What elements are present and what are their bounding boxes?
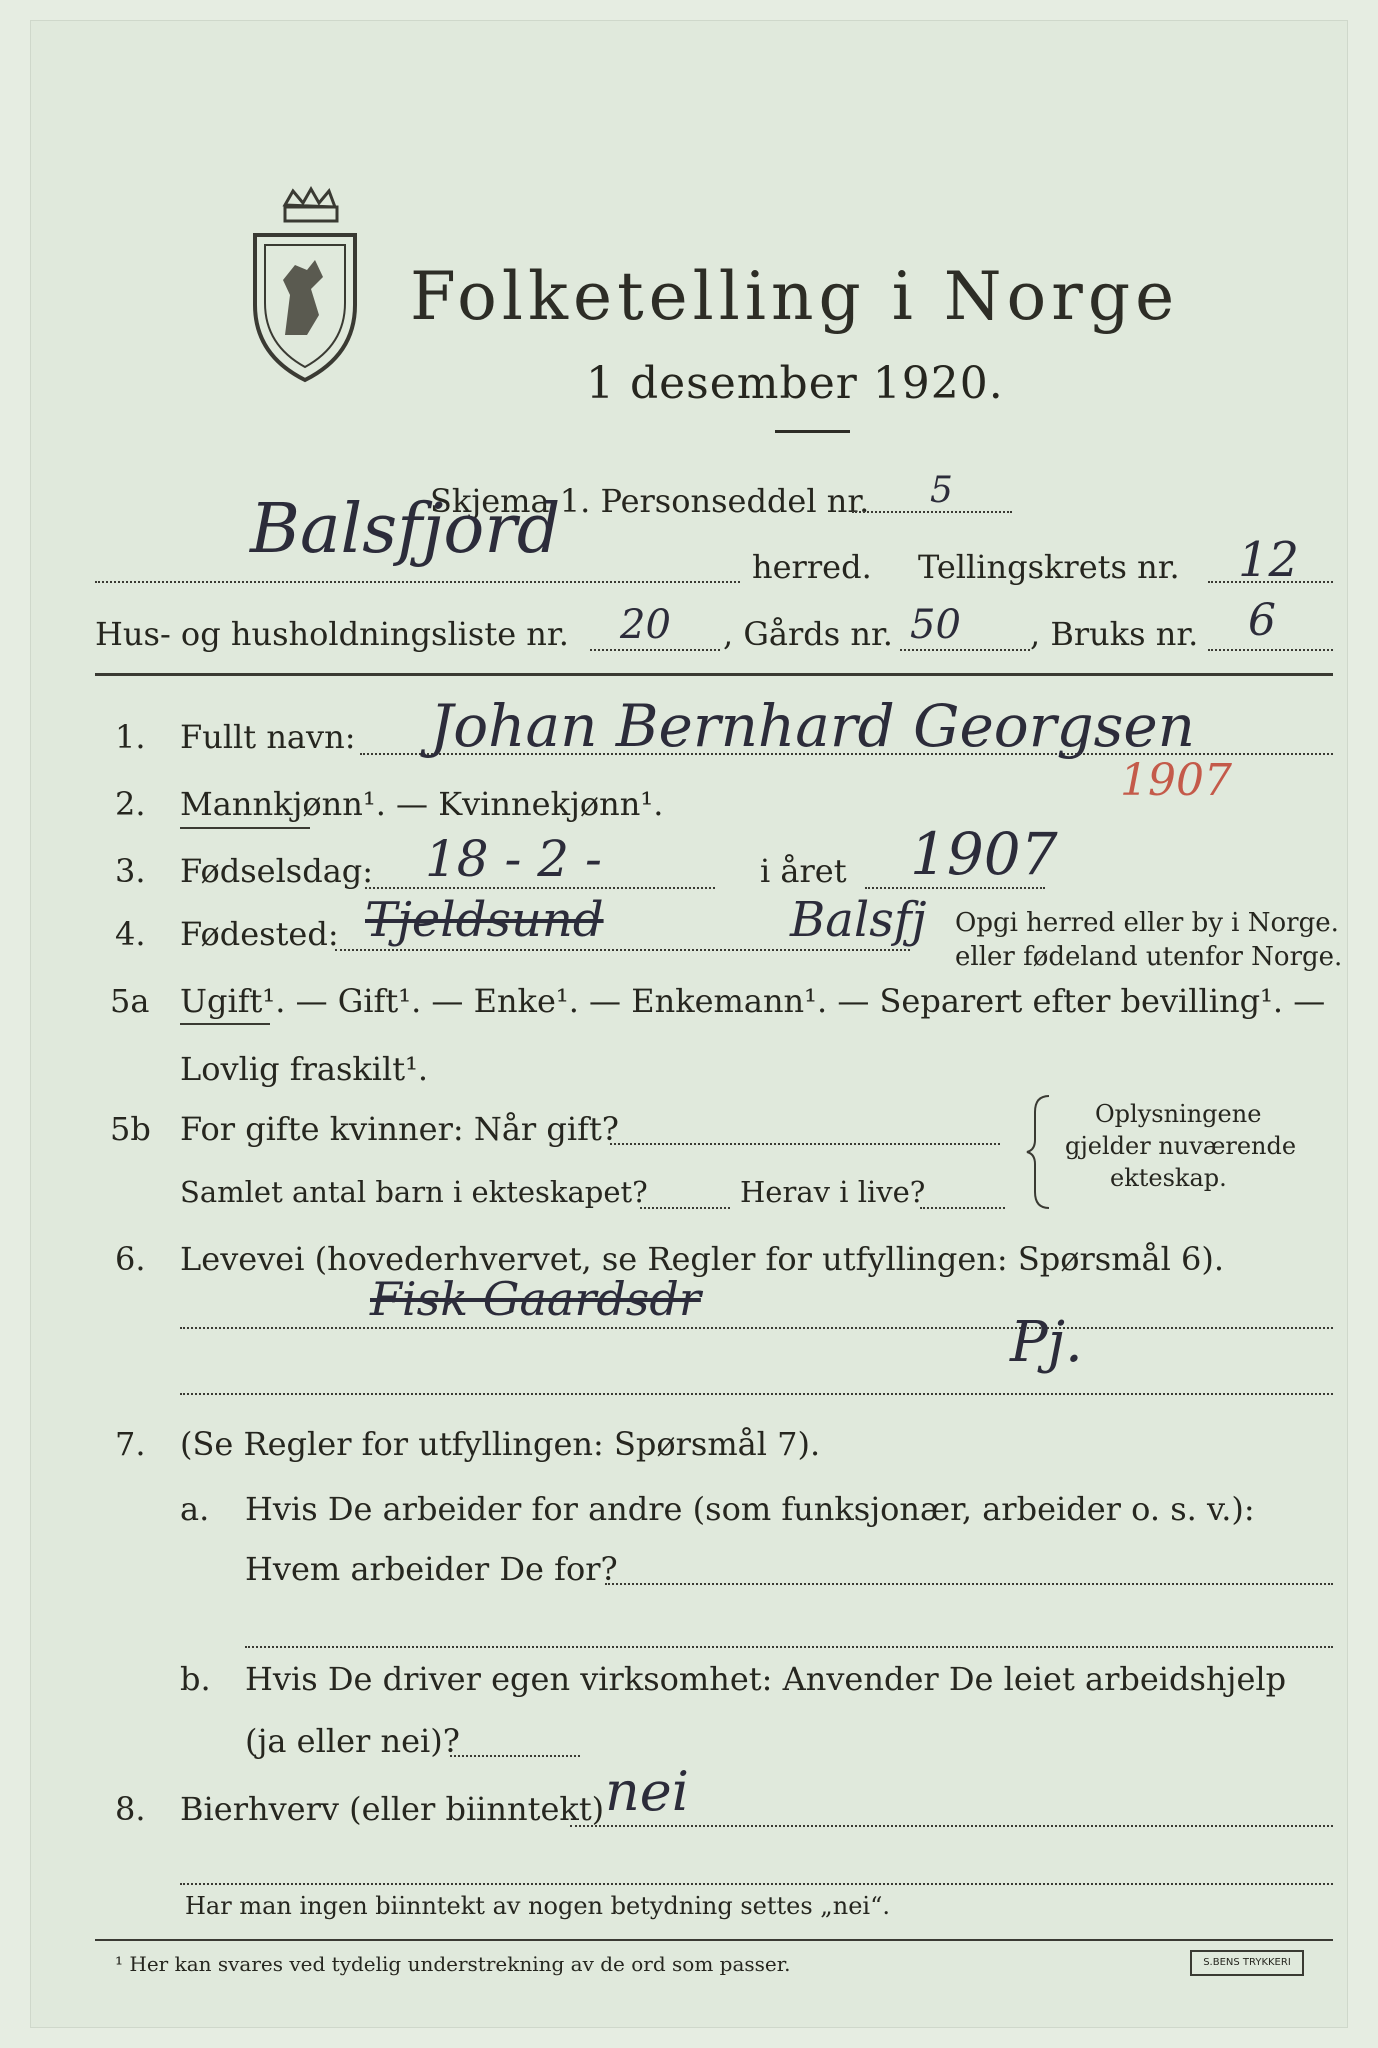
gards-label: , Gårds nr.: [723, 615, 893, 653]
q5a-label: Ugift¹. — Gift¹. — Enke¹. — Enkemann¹. — Separert efter bevilling¹. —: [180, 982, 1326, 1020]
q7b-letter: b.: [180, 1660, 211, 1698]
tellingskrets-number[interactable]: 12: [1238, 532, 1300, 588]
q7-number: 7.: [115, 1425, 146, 1463]
birth-year[interactable]: 1907: [910, 820, 1058, 888]
ugift-underline: [180, 1022, 270, 1025]
q2-label: Mannkjønn¹. — Kvinnekjønn¹.: [180, 785, 664, 823]
tellingskrets-label: Tellingskrets nr.: [918, 548, 1180, 586]
herred-name[interactable]: Balsfjord: [250, 490, 561, 569]
q8-number: 8.: [115, 1790, 146, 1828]
birth-year-correction: 1907: [1120, 755, 1232, 806]
q1-number: 1.: [115, 718, 146, 756]
herred-label: herred.: [752, 548, 872, 586]
census-form: [30, 20, 1348, 2028]
bruks-line: [1208, 648, 1333, 651]
hired-help-line: [450, 1754, 580, 1757]
hus-label: Hus- og husholdningsliste nr.: [95, 615, 569, 653]
footnote-divider: [95, 1938, 1333, 1941]
q7b-label: Hvis De driver egen virksomhet: Anvender De leiet arbeidshjelp: [245, 1660, 1287, 1698]
marriage-note-2: gjelder nuværende: [1065, 1132, 1297, 1160]
q7a-label: Hvis De arbeider for andre (som funksjonær, arbeider o. s. v.):: [245, 1490, 1255, 1528]
year-label: i året: [760, 852, 847, 890]
q4-label: Fødested:: [180, 915, 339, 953]
q7a-label-2: Hvem arbeider De for?: [245, 1550, 618, 1588]
form-title: Folketelling i Norge: [410, 258, 1180, 335]
q5b-label-2: Samlet antal barn i ekteskapet?: [180, 1175, 648, 1209]
footnote: ¹ Her kan svares ved tydelig understrekning av de ord som passer.: [115, 1952, 791, 1976]
hus-line: [590, 648, 720, 651]
gards-line: [900, 648, 1030, 651]
brace-icon: [1025, 1092, 1055, 1212]
personseddel-number[interactable]: 5: [930, 470, 953, 511]
bruks-label: , Bruks nr.: [1030, 615, 1199, 653]
gards-number[interactable]: 50: [910, 602, 961, 648]
mannkjonn-underline: [180, 826, 310, 829]
birthday-value[interactable]: 18 - 2 -: [425, 830, 602, 888]
form-subtitle: 1 desember 1920.: [586, 358, 1004, 409]
bruks-number[interactable]: 6: [1248, 595, 1276, 646]
employer-line-2: [245, 1645, 1333, 1648]
birthplace-struck: Tjeldsund: [365, 892, 604, 948]
title-rule: [775, 430, 850, 433]
q7a-letter: a.: [180, 1490, 210, 1528]
q5b-label-3: Herav i live?: [740, 1175, 926, 1209]
q8-note: Har man ingen biinntekt av nogen betydning settes „nei“.: [185, 1892, 890, 1920]
marriage-note-1: Oplysningene: [1095, 1100, 1262, 1128]
printer-stamp: S.BENS TRYKKERI: [1190, 1950, 1304, 1976]
married-line: [610, 1142, 1000, 1145]
side-income-line-2: [180, 1882, 1333, 1885]
full-name[interactable]: Johan Bernhard Georgsen: [430, 692, 1196, 760]
side-income-value[interactable]: nei: [605, 1760, 690, 1823]
occupation-struck: Fisk Gaardsdr: [370, 1272, 701, 1326]
q8-label: Bierhverv (eller biinntekt): [180, 1790, 605, 1828]
header-divider: [95, 672, 1333, 676]
hus-number[interactable]: 20: [620, 602, 671, 648]
skjema-label: Skjema 1. Personseddel nr.: [430, 482, 870, 520]
q2-number: 2.: [115, 785, 146, 823]
q4-number: 4.: [115, 915, 146, 953]
q7-label: (Se Regler for utfyllingen: Spørsmål 7).: [180, 1425, 821, 1463]
q1-label: Fullt navn:: [180, 718, 356, 756]
marriage-note-3: ekteskap.: [1110, 1164, 1227, 1192]
q6-number: 6.: [115, 1240, 146, 1278]
birthplace-note-2: eller fødeland utenfor Norge.: [955, 942, 1343, 972]
occupation-line-2: [180, 1392, 1333, 1395]
q3-number: 3.: [115, 852, 146, 890]
q3-label: Fødselsdag:: [180, 852, 374, 890]
q5b-number: 5b: [110, 1110, 151, 1148]
birthplace-line: [335, 948, 910, 951]
q5a-label-2: Lovlig fraskilt¹.: [180, 1050, 429, 1088]
q5a-number: 5a: [110, 982, 150, 1020]
side-income-line: [570, 1824, 1333, 1827]
coat-of-arms-icon: [245, 185, 365, 395]
living-line: [920, 1206, 1005, 1209]
q7b-label-2: (ja eller nei)?: [245, 1722, 460, 1760]
q6-label: Levevei (hovederhvervet, se Regler for utfyllingen: Spørsmål 6).: [180, 1240, 1225, 1278]
birthplace-value[interactable]: Balsfj: [790, 892, 927, 948]
birthplace-note-1: Opgi herred eller by i Norge.: [955, 908, 1339, 938]
q5b-label: For gifte kvinner: Når gift?: [180, 1110, 619, 1148]
employer-line-1: [605, 1582, 1333, 1585]
herred-line: [95, 580, 740, 583]
children-line: [640, 1206, 730, 1209]
occupation-line-1: [180, 1326, 1333, 1329]
occupation-value[interactable]: Pj.: [1010, 1310, 1083, 1375]
